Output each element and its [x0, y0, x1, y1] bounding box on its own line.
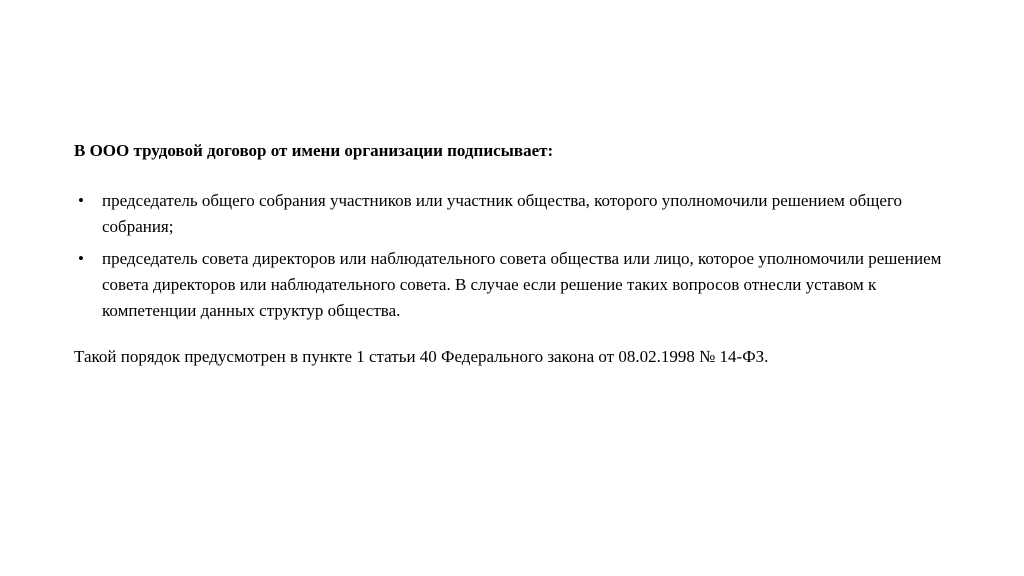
signatory-list	[74, 188, 954, 324]
bullet-icon: •	[78, 191, 84, 210]
document-content	[74, 138, 954, 370]
list-item-text: председатель совета директоров или наблюдательного совета общества или лицо, которое уполномочили решением совета директоров или наблюдательного совета. В случае если решение таких вопросов отнесли уставом к компетенции данных структур общества.	[102, 249, 942, 320]
bullet-icon: •	[78, 249, 84, 268]
list-item	[74, 246, 954, 324]
list-item	[74, 188, 954, 240]
legal-reference: Такой порядок предусмотрен в пункте 1 статьи 40 Федерального закона от 08.02.1998 № 14-ФЗ.	[74, 347, 769, 366]
document-heading: В ООО трудовой договор от имени организации подписывает:	[74, 141, 554, 160]
list-item-text: председатель общего собрания участников или участник общества, которого уполномочили решением общего собрания;	[102, 191, 902, 236]
